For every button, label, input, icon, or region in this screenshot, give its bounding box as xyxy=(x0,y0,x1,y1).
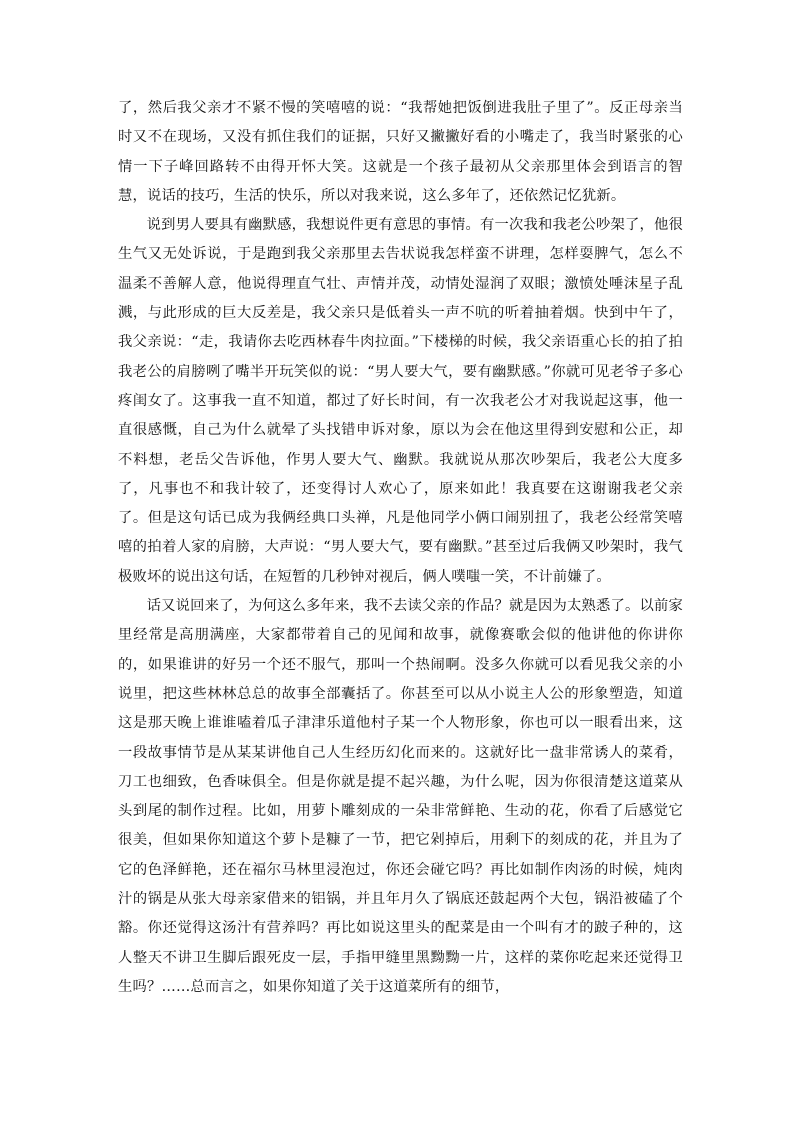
paragraph-3: 话又说回来了，为何这么多年来，我不去读父亲的作品？就是因为太熟悉了。以前家里经常是高朋满座，大家都带着自己的见闻和故事，就像赛歌会似的他讲他的你讲你的，如果谁讲的好另一个还不服气，那叫一个热闹啊。没多久你就可以看见我父亲的小说里，把这些林林总总的故事全部囊括了。你甚至可以从小说主人公的形象塑造，知道这是那天晚上谁谁嗑着瓜子津津乐道他村子某一个人物形象，你也可以一眼看出来，这一段故事情节是从某某讲他自己人生经历幻化而来的。这就好比一盘非常诱人的菜肴，刀工也细致，色香味俱全。但是你就是提不起兴趣，为什么呢，因为你很清楚这道菜从头到尾的制作过程。比如，用萝卜雕刻成的一朵非常鲜艳、生动的花，你看了后感觉它很美，但如果你知道这个萝卜是糠了一节，把它剁掉后，用剩下的刻成的花，并且为了它的色泽鲜艳，还在福尔马林里浸泡过，你还会碰它吗？再比如制作肉汤的时候，炖肉汁的锅是从张大母亲家借来的铝锅，并且年月久了锅底还鼓起两个大包，锅沿被磕了个豁。你还觉得这汤汁有营养吗？再比如说这里头的配菜是由一个叫有才的跛子种的，这人整天不讲卫生脚后跟死皮一层，手指甲缝里黑黝黝一片，这样的菜你吃起来还觉得卫生吗？……总而言之，如果你知道了关于这道菜所有的细节， xyxy=(118,598,683,995)
document-body xyxy=(118,94,683,1002)
paragraph-2: 说到男人要具有幽默感，我想说件更有意思的事情。有一次我和我老公吵架了，他很生气又无处诉说，于是跑到我父亲那里去告状说我怎样蛮不讲理，怎样耍脾气，怎么不温柔不善解人意，他说得理直气壮、声情并茂，动情处湿润了双眼；激愤处唾沫星子乱溅，与此形成的巨大反差是，我父亲只是低着头一声不吭的听着抽着烟。快到中午了，我父亲说：“走，我请你去吃西林春牛肉拉面。”下楼梯的时候，我父亲语重心长的拍了拍我老公的肩膀咧了嘴半开玩笑似的说：“男人要大气，要有幽默感。”你就可见老爷子多心疼闺女了。这事我一直不知道，都过了好长时间，有一次我老公才对我说起这事，他一直很感慨，自己为什么就晕了头找错申诉对象，原以为会在他这里得到安慰和公正，却不料想，老岳父告诉他，作男人要大气、幽默。我就说从那次吵架后，我老公大度多了，凡事也不和我计较了，还变得讨人欢心了，原来如此！我真要在这谢谢我老父亲了。但是这句话已成为我俩经典口头禅，凡是他同学小俩口闹别扭了，我老公经常笑嘻嘻的拍着人家的肩膀，大声说：“男人要大气，要有幽默。”甚至过后我俩又吵架时，我气极败坏的说出这句话，在短暂的几秒钟对视后，俩人噗嗤一笑，不计前嫌了。 xyxy=(118,217,683,585)
paragraph-1: 了，然后我父亲才不紧不慢的笑嘻嘻的说：“我帮她把饭倒进我肚子里了”。反正母亲当时又不在现场，又没有抓住我们的证据，只好又撇撇好看的小嘴走了，我当时紧张的心情一下子峰回路转不由得开怀大笑。这就是一个孩子最初从父亲那里体会到语言的智慧，说话的技巧，生活的快乐，所以对我来说，这么多年了，还依然记忆犹新。 xyxy=(118,100,683,204)
